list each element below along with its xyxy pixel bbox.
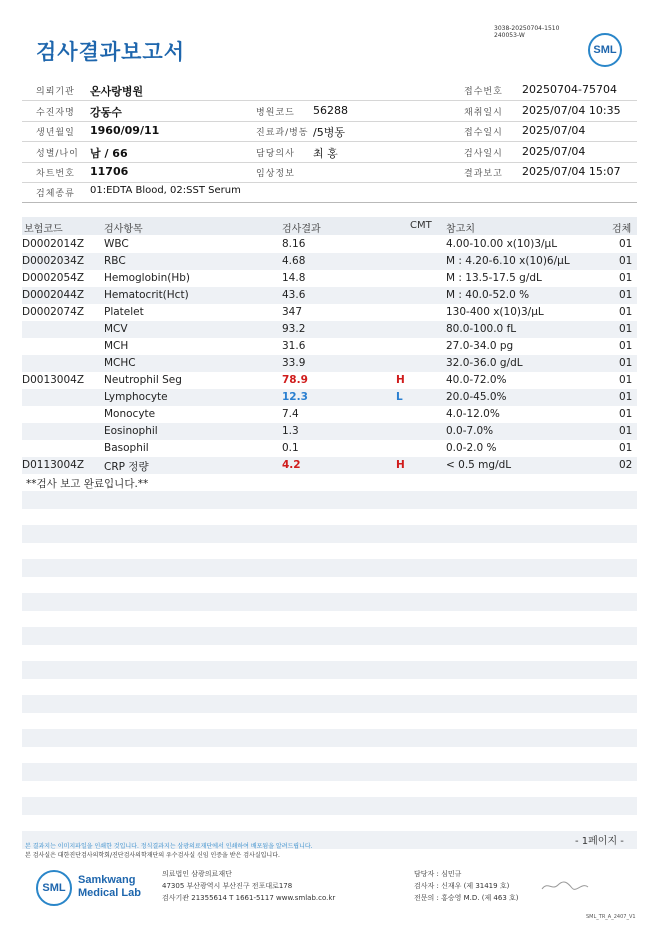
cell-code: D0002054Z — [22, 272, 85, 284]
cell-reference: 4.0-12.0% — [446, 408, 500, 420]
cell-specimen: 01 — [619, 408, 633, 420]
cell-specimen: 01 — [619, 425, 633, 437]
cell-reference: 32.0-36.0 g/dL — [446, 357, 523, 369]
brand-line2: Medical Lab — [78, 887, 141, 899]
empty-row-stripe — [22, 559, 637, 577]
table-row — [22, 270, 637, 287]
cell-test-name: Eosinophil — [104, 425, 158, 437]
cell-test-name: MCV — [104, 323, 128, 335]
cell-reference: 4.00-10.00 x(10)3/µL — [446, 238, 558, 250]
cell-test-name: Lymphocyte — [104, 391, 168, 403]
cell-specimen: 01 — [619, 289, 633, 301]
cell-result: 7.4 — [282, 408, 299, 420]
staff-info — [414, 868, 519, 904]
footer-note-image: 본 결과지는 이미지파일을 인쇄한 것입니다. 정식결과지는 삼광의료재단에서 인쇄하여 배포됨을 알려드립니다. — [25, 843, 313, 850]
clinical-label: 임상정보 — [256, 169, 295, 179]
specialist: 전문의 : 홍승영 M.D. (제 463 호) — [414, 894, 519, 902]
cell-reference: 40.0-72.0% — [446, 374, 507, 386]
empty-row-stripe — [22, 729, 637, 747]
cell-result: 0.1 — [282, 442, 299, 454]
cell-result: 31.6 — [282, 340, 306, 352]
page-title: 검사결과보고서 — [36, 40, 186, 64]
signature-image — [540, 878, 590, 892]
empty-row-stripe — [22, 797, 637, 815]
table-row — [22, 236, 637, 253]
cell-reference: 0.0-2.0 % — [446, 442, 497, 454]
table-row — [22, 389, 637, 406]
table-row — [22, 372, 637, 389]
table-row — [22, 287, 637, 304]
receipt-no-label: 접수번호 — [464, 87, 503, 97]
patient-value: 강동수 — [90, 106, 122, 119]
cell-reference: 20.0-45.0% — [446, 391, 507, 403]
table-row — [22, 457, 637, 474]
info-row-1 — [22, 80, 637, 101]
cell-result: 4.68 — [282, 255, 306, 267]
results-table-header — [22, 217, 637, 235]
info-row-5 — [22, 162, 637, 183]
cell-code: D0013004Z — [22, 374, 85, 386]
cell-reference: 130-400 x(10)3/µL — [446, 306, 544, 318]
sml-logo-text: SML — [593, 44, 617, 56]
table-row — [22, 304, 637, 321]
report-value: 2025/07/04 15:07 — [522, 165, 621, 178]
table-row — [22, 253, 637, 270]
org-contact: 검사기관 21355614 T 1661-5117 www.smlab.co.kr — [162, 894, 336, 902]
cell-result: 43.6 — [282, 289, 306, 301]
cell-code: D0002034Z — [22, 255, 85, 267]
cell-reference: M : 4.20-6.10 x(10)6/µL — [446, 255, 570, 267]
empty-row-stripe — [22, 695, 637, 713]
cell-code: D0002044Z — [22, 289, 85, 301]
cell-test-name: Basophil — [104, 442, 149, 454]
cell-specimen: 02 — [619, 459, 633, 471]
receive-label: 접수일시 — [464, 128, 503, 138]
institution-label: 의뢰기관 — [36, 87, 75, 97]
cell-flag: H — [396, 459, 405, 471]
chart-value: 11706 — [90, 165, 129, 178]
table-row — [22, 321, 637, 338]
cell-specimen: 01 — [619, 238, 633, 250]
info-row-3 — [22, 121, 637, 142]
hospital-code-label: 병원코드 — [256, 108, 295, 118]
cell-test-name: Neutrophil Seg — [104, 374, 182, 386]
cell-code: D0002074Z — [22, 306, 85, 318]
org-address: 47305 부산광역시 부산진구 전포대로178 — [162, 882, 293, 890]
brand-line1: Samkwang — [78, 874, 136, 886]
cell-result: 1.3 — [282, 425, 299, 437]
cell-result: 14.8 — [282, 272, 306, 284]
cell-test-name: RBC — [104, 255, 126, 267]
document-id-line1: 3038-20250704-1510 — [494, 25, 560, 32]
collect-label: 채취일시 — [464, 108, 503, 118]
cell-result: 347 — [282, 306, 303, 318]
brand-name — [78, 874, 141, 900]
tester: 검사자 : 신재우 (제 31419 호) — [414, 882, 510, 890]
cell-result: 78.9 — [282, 374, 308, 386]
empty-row-stripe — [22, 627, 637, 645]
dept-label: 진료과/병동 — [256, 128, 309, 138]
cell-reference: M : 13.5-17.5 g/dL — [446, 272, 542, 284]
cell-test-name: CRP 정량 — [104, 461, 149, 473]
cell-reference: M : 40.0-52.0 % — [446, 289, 530, 301]
cell-test-name: MCHC — [104, 357, 136, 369]
specimen-value: 01:EDTA Blood, 02:SST Serum — [90, 185, 241, 196]
cell-result: 12.3 — [282, 391, 308, 403]
cell-specimen: 01 — [619, 374, 633, 386]
empty-row-stripe — [22, 763, 637, 781]
cell-specimen: 01 — [619, 272, 633, 284]
header-result: 검사결과 — [282, 224, 321, 235]
form-code: SML_TR_A_2407_V1 — [586, 914, 636, 920]
info-row-4 — [22, 142, 637, 163]
cell-reference: 0.0-7.0% — [446, 425, 494, 437]
specimen-label: 검체종류 — [36, 189, 75, 199]
cell-code: D0002014Z — [22, 238, 85, 250]
empty-row-stripe — [22, 593, 637, 611]
dob-value: 1960/09/11 — [90, 124, 160, 137]
header-spec: 검체 — [612, 224, 632, 235]
cell-result: 8.16 — [282, 238, 306, 250]
table-row — [22, 440, 637, 457]
cell-test-name: MCH — [104, 340, 129, 352]
cell-test-name: Platelet — [104, 306, 144, 318]
table-row — [22, 355, 637, 372]
patient-label: 수진자명 — [36, 108, 75, 118]
cell-test-name: Hematocrit(Hct) — [104, 289, 189, 301]
institution-value: 온사랑병원 — [90, 85, 144, 98]
cell-reference: 80.0-100.0 fL — [446, 323, 517, 335]
sex-age-label: 성별/나이 — [36, 149, 79, 159]
report-label: 결과보고 — [464, 169, 503, 179]
test-date-label: 검사일시 — [464, 149, 503, 159]
receive-value: 2025/07/04 — [522, 124, 586, 137]
report-complete-note: **검사 보고 완료입니다.** — [26, 478, 149, 490]
header-name: 검사항목 — [104, 224, 143, 235]
dept-value: /5병동 — [313, 126, 345, 139]
table-row — [22, 338, 637, 355]
sml-logo — [588, 33, 622, 67]
doctor-value: 최 홍 — [313, 147, 338, 160]
empty-row-stripe — [22, 661, 637, 679]
cell-reference: 27.0-34.0 pg — [446, 340, 514, 352]
cell-reference: < 0.5 mg/dL — [446, 459, 512, 471]
cell-specimen: 01 — [619, 306, 633, 318]
org-name: 의료법인 삼광의료재단 — [162, 870, 232, 878]
cell-test-name: WBC — [104, 238, 129, 250]
cell-specimen: 01 — [619, 442, 633, 454]
footer-sml-logo — [36, 870, 72, 906]
header-cmt: CMT — [410, 220, 432, 231]
org-info — [162, 868, 335, 904]
header-ref: 참고치 — [446, 224, 475, 235]
footer-logo-text: SML — [42, 882, 66, 894]
receipt-no-value: 20250704-75704 — [522, 83, 617, 96]
footer-note-certified: 본 검사실은 대한진단검사의학회/진단검사의학재단의 우수검사실 신임 인증을 받은 검사실입니다. — [25, 852, 280, 859]
empty-row-stripe — [22, 525, 637, 543]
cell-test-name: Monocyte — [104, 408, 156, 420]
document-id — [494, 25, 559, 39]
doctor-label: 담당의사 — [256, 149, 295, 159]
table-row — [22, 423, 637, 440]
cell-specimen: 01 — [619, 391, 633, 403]
cell-specimen: 01 — [619, 340, 633, 352]
cell-specimen: 01 — [619, 323, 633, 335]
dob-label: 생년월일 — [36, 128, 75, 138]
chart-label: 차트번호 — [36, 169, 75, 179]
manager: 담당자 : 심민규 — [414, 870, 462, 878]
sex-age-value: 남 / 66 — [90, 147, 128, 160]
empty-row-stripe — [22, 491, 637, 509]
test-date-value: 2025/07/04 — [522, 145, 586, 158]
cell-result: 93.2 — [282, 323, 306, 335]
cell-result: 33.9 — [282, 357, 306, 369]
info-row-6 — [22, 182, 637, 203]
collect-value: 2025/07/04 10:35 — [522, 104, 621, 117]
table-row — [22, 406, 637, 423]
cell-code: D0113004Z — [22, 459, 85, 471]
cell-result: 4.2 — [282, 459, 301, 471]
page-number: - 1페이지 - — [575, 836, 624, 847]
cell-specimen: 01 — [619, 255, 633, 267]
cell-test-name: Hemoglobin(Hb) — [104, 272, 191, 284]
hospital-code-value: 56288 — [313, 104, 348, 117]
info-row-2 — [22, 101, 637, 122]
cell-flag: H — [396, 374, 405, 386]
cell-flag: L — [396, 391, 403, 403]
document-id-line2: 240053-W — [494, 32, 525, 39]
cell-specimen: 01 — [619, 357, 633, 369]
header-code: 보험코드 — [24, 224, 63, 235]
